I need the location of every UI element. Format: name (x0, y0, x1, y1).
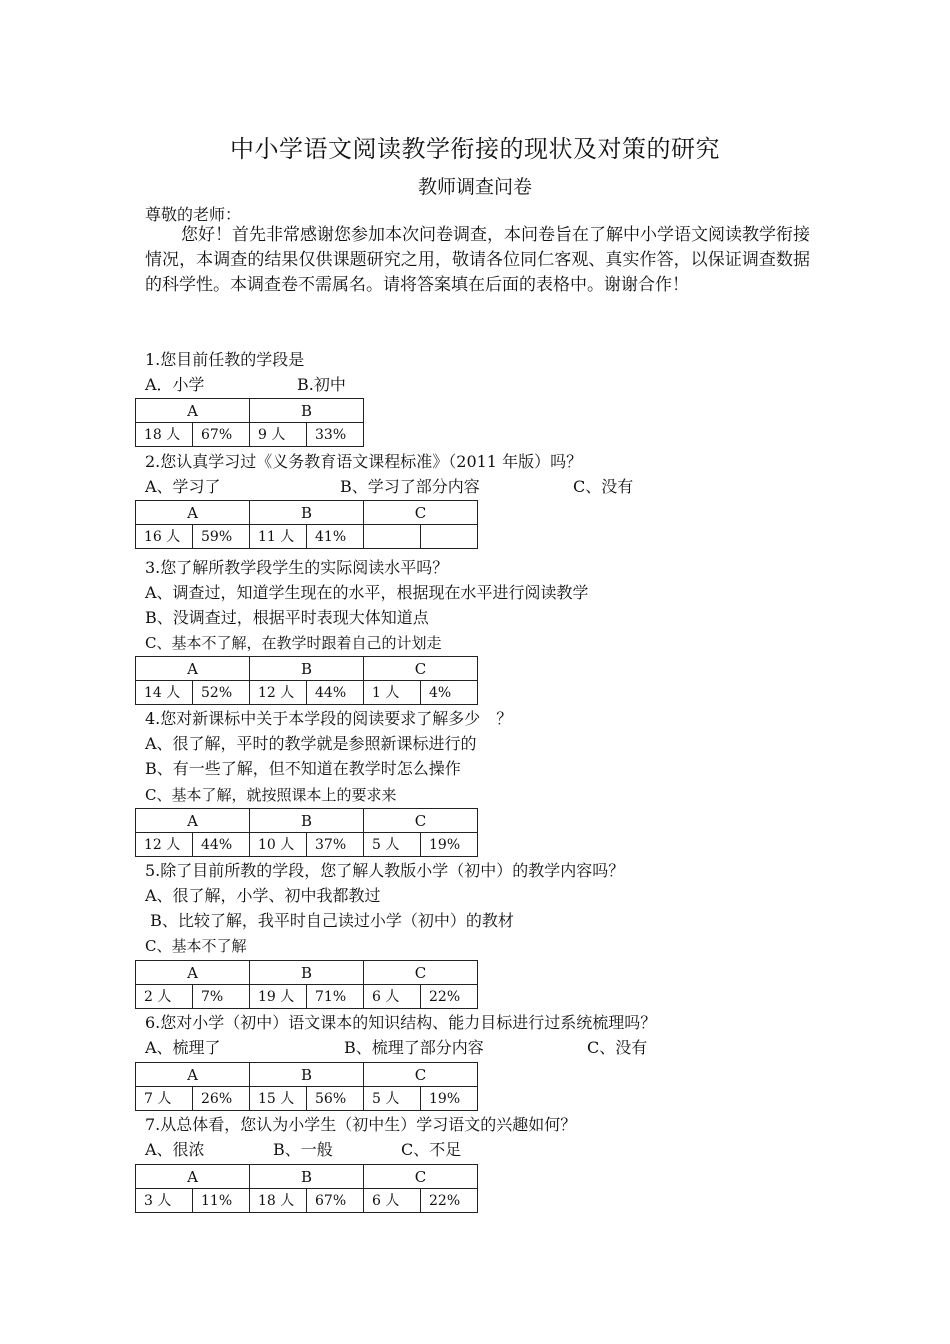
q2-b-count: 11 人 (250, 525, 307, 549)
question-3: 3.您了解所教学段学生的实际阅读水平吗？ (145, 558, 449, 577)
q7-head-a: A (136, 1165, 250, 1189)
question-2: 2.您认真学习过《义务教育语文课程标准》（2011 年版）吗？ (145, 452, 583, 471)
q4-head-a: A (136, 809, 250, 833)
q7-c-count: 6 人 (364, 1189, 421, 1213)
q6-option-c: C、没有 (587, 1038, 648, 1057)
q4-a-percent: 44% (193, 833, 250, 857)
q5-option-c: C、基本不了解 (145, 937, 247, 955)
q7-option-a: A、很浓 (145, 1140, 205, 1159)
q1-option-a: A．小学 (145, 375, 205, 394)
q5-option-b: B、比较了解，我平时自己读过小学（初中）的教材 (145, 911, 514, 930)
q2-c-percent (421, 525, 478, 549)
q1-a-count: 18 人 (136, 423, 193, 447)
q5-head-a: A (136, 961, 250, 985)
q7-c-percent: 22% (421, 1189, 478, 1213)
q4-option-c: C、基本了解，就按照课本上的要求来 (145, 786, 397, 804)
q2-results-table (135, 500, 478, 549)
q4-head-b: B (250, 809, 364, 833)
q1-a-percent: 67% (193, 423, 250, 447)
q2-head-b: B (250, 501, 364, 525)
q4-results-table (135, 808, 478, 857)
q5-a-percent: 7% (193, 985, 250, 1009)
q4-option-b: B、有一些了解，但不知道在教学时怎么操作 (145, 759, 461, 778)
q3-b-percent: 44% (307, 681, 364, 705)
q5-results-table (135, 960, 478, 1009)
q6-head-c: C (364, 1063, 478, 1087)
q6-b-percent: 56% (307, 1087, 364, 1111)
q1-head-b: B (250, 399, 364, 423)
q3-option-c: C、基本不了解，在教学时跟着自己的计划走 (145, 634, 442, 652)
q6-b-count: 15 人 (250, 1087, 307, 1111)
q7-a-count: 3 人 (136, 1189, 193, 1213)
q4-a-count: 12 人 (136, 833, 193, 857)
q4-head-c: C (364, 809, 478, 833)
q3-head-c: C (364, 657, 478, 681)
q5-b-count: 19 人 (250, 985, 307, 1009)
q5-c-percent: 22% (421, 985, 478, 1009)
q6-head-a: A (136, 1063, 250, 1087)
q4-b-count: 10 人 (250, 833, 307, 857)
q4-c-count: 5 人 (364, 833, 421, 857)
q5-head-c: C (364, 961, 478, 985)
document-subtitle: 教师调查问卷 (417, 176, 532, 198)
q5-a-count: 2 人 (136, 985, 193, 1009)
q5-b-percent: 71% (307, 985, 364, 1009)
q2-option-b: B、学习了部分内容 (340, 477, 480, 496)
q2-a-count: 16 人 (136, 525, 193, 549)
q7-results-table (135, 1164, 478, 1213)
q7-option-b: B、一般 (273, 1140, 333, 1159)
q6-option-b: B、梳理了部分内容 (344, 1038, 484, 1057)
q2-option-c: C、没有 (573, 477, 634, 496)
q3-head-b: B (250, 657, 364, 681)
q6-results-table (135, 1062, 478, 1111)
q3-results-table (135, 656, 478, 705)
question-6: 6.您对小学（初中）语文课本的知识结构、能力目标进行过系统梳理吗？ (145, 1013, 657, 1032)
q5-head-b: B (250, 961, 364, 985)
q6-c-percent: 19% (421, 1087, 478, 1111)
salutation: 尊敬的老师： (145, 205, 242, 224)
q2-option-a: A、学习了 (145, 477, 221, 496)
q2-c-count (364, 525, 421, 549)
q3-option-b: B、没调查过，根据平时表现大体知道点 (145, 608, 429, 627)
q7-a-percent: 11% (193, 1189, 250, 1213)
document-title: 中小学语文阅读教学衔接的现状及对策的研究 (230, 135, 720, 163)
q6-a-count: 7 人 (136, 1087, 193, 1111)
q4-b-percent: 37% (307, 833, 364, 857)
q1-option-b: B.初中 (297, 375, 346, 394)
q3-b-count: 12 人 (250, 681, 307, 705)
q3-a-count: 14 人 (136, 681, 193, 705)
q2-head-a: A (136, 501, 250, 525)
q6-a-percent: 26% (193, 1087, 250, 1111)
q7-head-c: C (364, 1165, 478, 1189)
q3-option-a: A、调查过，知道学生现在的水平，根据现在水平进行阅读教学 (145, 583, 589, 602)
q4-c-percent: 19% (421, 833, 478, 857)
q2-head-c: C (364, 501, 478, 525)
question-5: 5.除了目前所教的学段，您了解人教版小学（初中）的教学内容吗？ (145, 861, 625, 880)
q5-option-a: A、很了解，小学、初中我都教过 (145, 886, 381, 905)
q3-c-percent: 4% (421, 681, 478, 705)
intro-paragraph: 您好！首先非常感谢您参加本次问卷调查，本问卷旨在了解中小学语文阅读教学衔接情况，本调查的结果仅供课题研究之用，敬请各位同仁客观、真实作答，以保证调查数据的科学性。本调查卷不需属名。请将答案填在后面的表格中。谢谢合作！ (145, 225, 810, 295)
q1-head-a: A (136, 399, 250, 423)
question-7: 7.从总体看，您认为小学生（初中生）学习语文的兴趣如何？ (145, 1115, 577, 1134)
q3-a-percent: 52% (193, 681, 250, 705)
q6-c-count: 5 人 (364, 1087, 421, 1111)
q7-head-b: B (250, 1165, 364, 1189)
q1-b-count: 9 人 (250, 423, 307, 447)
question-1: 1.您目前任教的学段是 (145, 350, 305, 369)
q7-b-count: 18 人 (250, 1189, 307, 1213)
q5-c-count: 6 人 (364, 985, 421, 1009)
q6-option-a: A、梳理了 (145, 1038, 221, 1057)
q2-b-percent: 41% (307, 525, 364, 549)
q2-a-percent: 59% (193, 525, 250, 549)
q7-b-percent: 67% (307, 1189, 364, 1213)
q1-b-percent: 33% (307, 423, 364, 447)
q6-head-b: B (250, 1063, 364, 1087)
q3-c-count: 1 人 (364, 681, 421, 705)
q1-results-table (135, 398, 364, 447)
q4-option-a: A、很了解，平时的教学就是参照新课标进行的 (145, 734, 477, 753)
q7-option-c: C、不足 (401, 1140, 462, 1159)
q3-head-a: A (136, 657, 250, 681)
question-4: 4.您对新课标中关于本学段的阅读要求了解多少 ？ (145, 709, 513, 728)
